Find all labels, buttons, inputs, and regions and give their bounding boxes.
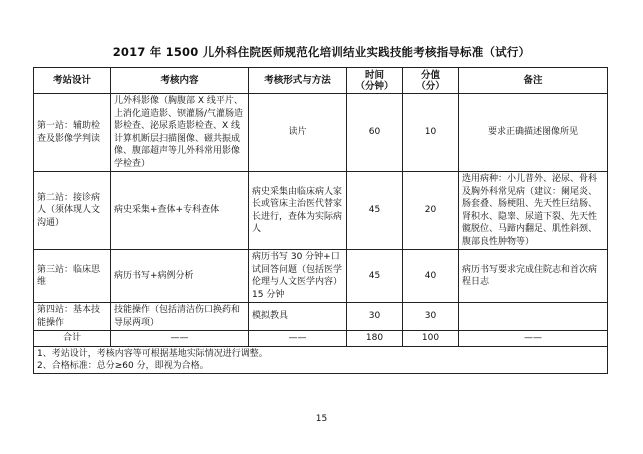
total-time: 180 bbox=[347, 331, 403, 347]
assessment-standard-table bbox=[33, 67, 608, 374]
row-time: 45 bbox=[347, 172, 403, 250]
header-station: 考站设计 bbox=[34, 68, 111, 94]
table-row bbox=[34, 94, 608, 172]
row-remarks: 要求正确描述图像所见 bbox=[459, 94, 608, 172]
row-content: 儿外科影像（胸腹部 X 线平片、上消化道造影、钡灌肠/气灌肠造影检查、泌尿系造影检查、X 线计算机断层扫描图像、磁共振成像、腹部超声等儿外科常用影像学检查） bbox=[111, 94, 249, 172]
header-score bbox=[403, 68, 459, 94]
header-method: 考核形式与方法 bbox=[249, 68, 347, 94]
table-row bbox=[34, 172, 608, 250]
row-method: 病史采集由临床病人家长或管床主治医代替家长进行，查体为实际病人 bbox=[249, 172, 347, 250]
header-score-line2: （分） bbox=[416, 80, 445, 92]
row-time: 60 bbox=[347, 94, 403, 172]
header-row bbox=[34, 68, 608, 94]
total-row bbox=[34, 331, 608, 347]
row-content: 技能操作（包括清洁伤口换药和导尿两项） bbox=[111, 303, 249, 331]
page-title: 2017 年 1500 儿外科住院医师规范化培训结业实践技能考核指导标准（试行） bbox=[112, 45, 531, 59]
row-remarks: 选用病种：小儿普外、泌尿、骨科及胸外科常见病（建议：阑尾炎、肠套叠、肠梗阻、先天性巨结肠、肾积水、隐睾、尿道下裂、先天性髋脱位、马蹄内翻足、肌性斜颈、腹部良性肿物等） bbox=[459, 172, 608, 250]
total-remarks: —— bbox=[459, 331, 608, 347]
table-row bbox=[34, 303, 608, 331]
note-item: 1、考站设计，考核内容等可根据基地实际情况进行调整。 bbox=[37, 348, 268, 359]
row-time: 45 bbox=[347, 250, 403, 303]
total-method: —— bbox=[249, 331, 347, 347]
row-remarks: 病历书写要求完成住院志和首次病程日志 bbox=[459, 250, 608, 303]
row-score: 20 bbox=[403, 172, 459, 250]
notes-row bbox=[34, 346, 608, 373]
page-number: 15 bbox=[315, 414, 328, 424]
header-time-line2: （分钟） bbox=[355, 80, 394, 92]
row-score: 30 bbox=[403, 303, 459, 331]
row-station: 第三站：临床思维 bbox=[34, 250, 111, 303]
note-item: 2、合格标准：总分≥60 分，即视为合格。 bbox=[37, 360, 209, 371]
row-score: 10 bbox=[403, 94, 459, 172]
header-content: 考核内容 bbox=[111, 68, 249, 94]
notes-cell bbox=[34, 346, 608, 373]
row-station: 第四站：基本技能操作 bbox=[34, 303, 111, 331]
row-method: 模拟教具 bbox=[249, 303, 347, 331]
total-label: 合计 bbox=[34, 331, 111, 347]
table-row bbox=[34, 250, 608, 303]
row-content: 病史采集+查体+专科查体 bbox=[111, 172, 249, 250]
row-method: 病历书写 30 分钟+口试回答问题（包括医学伦理与人文医学内容）15 分钟 bbox=[249, 250, 347, 303]
row-station: 第二站：接诊病人（须体现人文沟通） bbox=[34, 172, 111, 250]
header-score-line1: 分值 bbox=[420, 69, 440, 81]
total-content: —— bbox=[111, 331, 249, 347]
row-station: 第一站：辅助检查及影像学判读 bbox=[34, 94, 111, 172]
row-method: 读片 bbox=[249, 94, 347, 172]
total-score: 100 bbox=[403, 331, 459, 347]
header-time-line1: 时间 bbox=[364, 69, 384, 81]
row-time: 30 bbox=[347, 303, 403, 331]
row-score: 40 bbox=[403, 250, 459, 303]
header-time bbox=[347, 68, 403, 94]
row-content: 病历书写+病例分析 bbox=[111, 250, 249, 303]
header-remarks: 备注 bbox=[459, 68, 608, 94]
row-remarks bbox=[459, 303, 608, 331]
